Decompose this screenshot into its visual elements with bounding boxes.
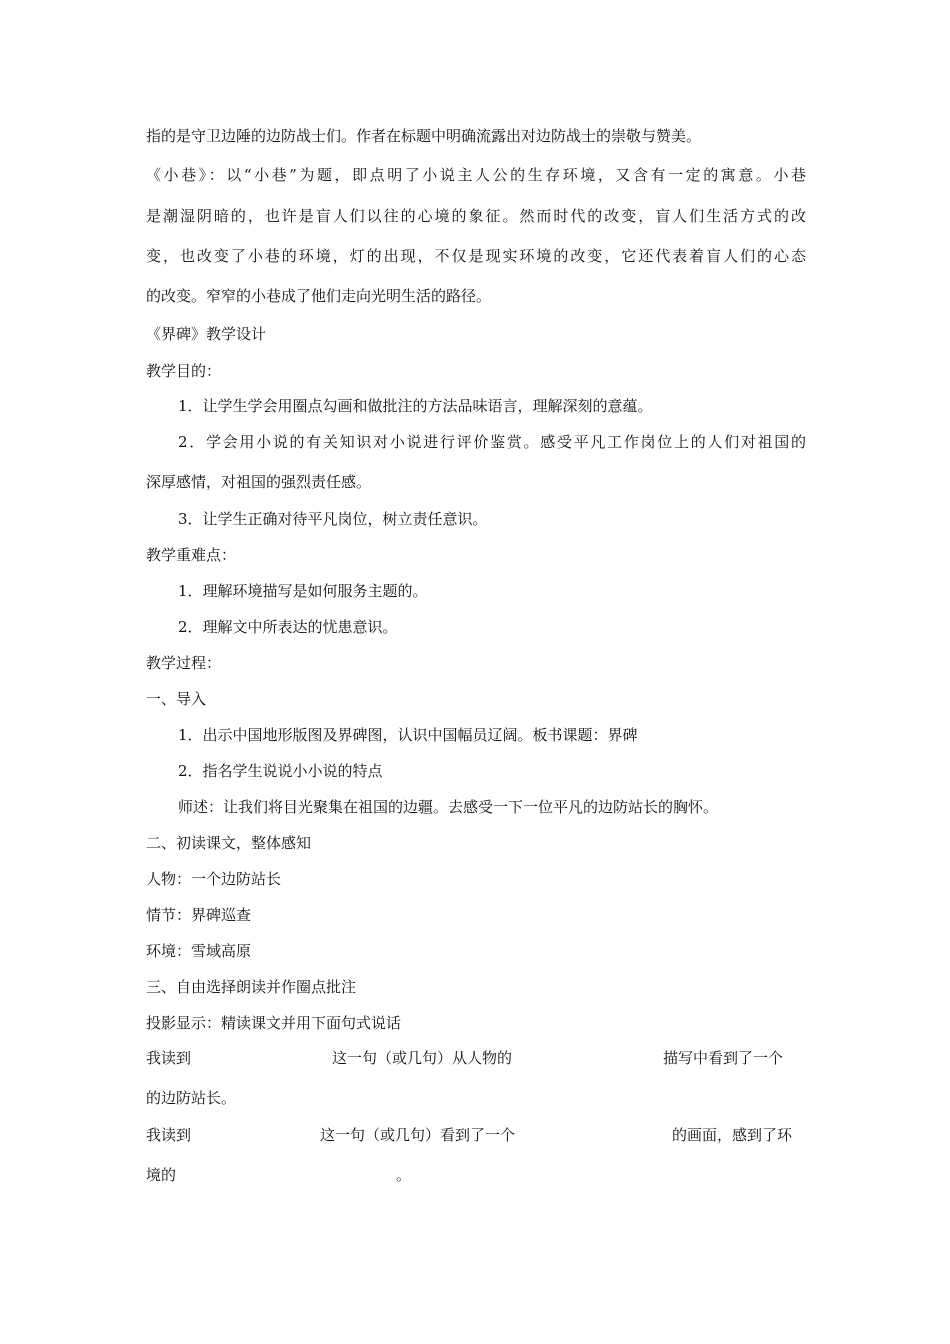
key-points-heading: 教学重难点： xyxy=(146,546,237,564)
section-heading-3: 三、自由选择朗读并作圈点批注 xyxy=(146,978,357,996)
section-1-item-2: 2．指名学生说说小小说的特点 xyxy=(178,762,383,780)
teacher-remark: 师述：让我们将目光聚集在祖国的边疆。去感受一下一位平凡的边防站长的胸怀。 xyxy=(178,798,719,816)
pattern-2-part-e: 。 xyxy=(396,1166,412,1184)
goals-heading: 教学目的： xyxy=(146,362,222,380)
paragraph-line: 指的是守卫边陲的边防战士们。作者在标题中明确流露出对边防战士的崇敬与赞美。 xyxy=(146,127,702,145)
projection-line: 投影显示：精读课文并用下面句式说话 xyxy=(146,1014,402,1032)
paragraph-line: 变，也改变了小巷的环境，灯的出现，不仅是现实环境的改变，它还代表着盲人们的心态 xyxy=(146,247,806,265)
paragraph-line: 的改变。窄窄的小巷成了他们走向光明生活的路径。 xyxy=(146,287,492,305)
goal-item-2-cont: 深厚感情，对祖国的强烈责任感。 xyxy=(146,473,372,491)
sentence-pattern-1 xyxy=(146,1048,806,1068)
pattern-1-part-a: 我读到 xyxy=(146,1049,192,1067)
goal-item-1: 1．让学生学会用圈点勾画和做批注的方法品味语言，理解深刻的意蕴。 xyxy=(178,397,653,415)
design-title: 《界碑》教学设计 xyxy=(146,325,267,343)
plot-line: 情节：界碑巡查 xyxy=(146,906,252,924)
pattern-1-part-b: 这一句（或几句）从人物的 xyxy=(332,1049,513,1067)
sentence-pattern-2-cont xyxy=(146,1165,806,1185)
pattern-1-part-c: 描写中看到了一个 xyxy=(663,1049,784,1067)
key-point-1: 1．理解环境描写是如何服务主题的。 xyxy=(178,582,428,600)
pattern-2-part-a: 我读到 xyxy=(146,1126,192,1144)
setting-line: 环境：雪域高原 xyxy=(146,942,252,960)
goal-item-2: 2．学会用小说的有关知识对小说进行评价鉴赏。感受平凡工作岗位上的人们对祖国的 xyxy=(178,433,806,451)
sentence-pattern-2 xyxy=(146,1125,806,1145)
pattern-2-part-d: 境的 xyxy=(146,1166,177,1184)
goal-item-3: 3．让学生正确对待平凡岗位，树立责任意识。 xyxy=(178,510,488,528)
paragraph-line: 是潮湿阴暗的，也许是盲人们以往的心境的象征。然而时代的改变，盲人们生活方式的改 xyxy=(146,207,806,225)
key-point-2: 2．理解文中所表达的忧患意识。 xyxy=(178,618,398,636)
pattern-2-part-b: 这一句（或几句）看到了一个 xyxy=(320,1126,516,1144)
paragraph-line: 《小巷》：以“小巷”为题，即点明了小说主人公的生存环境，又含有一定的寓意。小巷 xyxy=(146,166,806,184)
section-1-item-1: 1．出示中国地形版图及界碑图，认识中国幅员辽阔。板书课题：界碑 xyxy=(178,726,638,744)
pattern-1-ending: 的边防站长。 xyxy=(146,1089,237,1107)
section-heading-2: 二、初读课文，整体感知 xyxy=(146,834,312,852)
section-heading-1: 一、导入 xyxy=(146,690,207,708)
character-line: 人物：一个边防站长 xyxy=(146,870,282,888)
process-heading: 教学过程： xyxy=(146,654,222,672)
pattern-2-part-c: 的画面，感到了环 xyxy=(672,1126,793,1144)
